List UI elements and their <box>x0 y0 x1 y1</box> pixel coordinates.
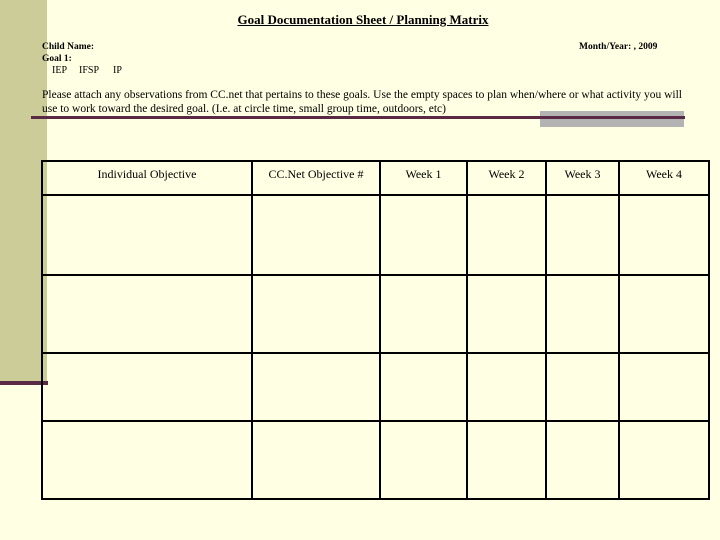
header-ccnet-objective: CC.Net Objective # <box>252 161 380 195</box>
header-week-3: Week 3 <box>546 161 619 195</box>
table-cell[interactable] <box>42 421 252 499</box>
table-cell[interactable] <box>619 275 709 353</box>
table-cell[interactable] <box>380 421 467 499</box>
table-header-row <box>42 161 709 195</box>
table-cell[interactable] <box>42 353 252 421</box>
table-cell[interactable] <box>619 421 709 499</box>
table-cell[interactable] <box>546 195 619 275</box>
table-cell[interactable] <box>546 275 619 353</box>
horizontal-divider <box>31 116 685 119</box>
table-cell[interactable] <box>42 195 252 275</box>
table-cell[interactable] <box>467 421 546 499</box>
table-row <box>42 353 709 421</box>
page-title: Goal Documentation Sheet / Planning Matrix <box>237 12 489 27</box>
table-cell[interactable] <box>380 353 467 421</box>
month-year-label: Month/Year: , 2009 <box>579 42 658 52</box>
header-individual-objective: Individual Objective <box>42 161 252 195</box>
table-cell[interactable] <box>252 275 380 353</box>
table-cell[interactable] <box>467 195 546 275</box>
child-name-label: Child Name: <box>42 42 94 52</box>
table-cell[interactable] <box>619 353 709 421</box>
table-cell[interactable] <box>467 275 546 353</box>
plan-type-ip: IP <box>113 65 122 76</box>
table-cell[interactable] <box>380 195 467 275</box>
goal-label: Goal 1: <box>42 54 72 64</box>
table-row <box>42 195 709 275</box>
table-cell[interactable] <box>546 421 619 499</box>
table-cell[interactable] <box>252 195 380 275</box>
plan-type-iep: IEP <box>52 65 67 76</box>
left-decorative-bar <box>0 0 47 383</box>
planning-matrix-table <box>41 160 710 500</box>
table-cell[interactable] <box>380 275 467 353</box>
table-row <box>42 275 709 353</box>
table-row <box>42 421 709 499</box>
table-cell[interactable] <box>467 353 546 421</box>
table-cell[interactable] <box>252 353 380 421</box>
header-week-2: Week 2 <box>467 161 546 195</box>
header-week-4: Week 4 <box>619 161 709 195</box>
table-cell[interactable] <box>619 195 709 275</box>
gray-accent-bar <box>540 111 684 127</box>
plan-type-ifsp: IFSP <box>79 65 100 76</box>
table-cell[interactable] <box>252 421 380 499</box>
header-week-1: Week 1 <box>380 161 467 195</box>
table-cell[interactable] <box>546 353 619 421</box>
table-cell[interactable] <box>42 275 252 353</box>
instructions-text: Please attach any observations from CC.net that pertains to these goals. Use the empty spaces to plan when/where or what activity you will use to work toward the desired goal. (I.e. at circle time, small group time, outdoors, etc) <box>42 89 683 115</box>
